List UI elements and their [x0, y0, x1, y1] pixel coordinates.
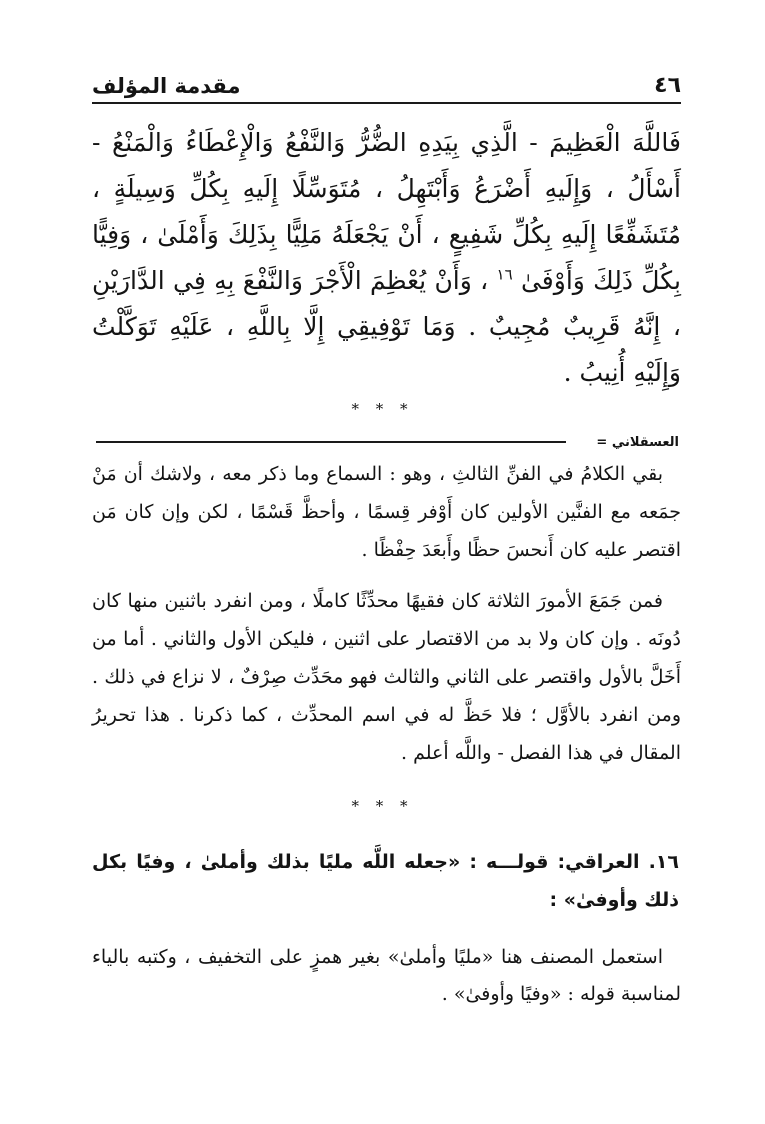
main-text-line-3: إِلَيهِ بِكُلِّ شَفِيعٍ ، أَنْ يَجْعَلَهُ مَلِيًّا بِذَلِكَ وَأَمْلَىٰ ، وَفِيًّا بِكُلِّ ذَلِكَ — [92, 220, 681, 295]
main-text-line-2: أَسْأَلُ ، وَإِلَيهِ أَضْرَعُ وَأَبْتَهِلُ ، مُتَوَسِّلًا إِلَيهِ بِكُلِّ وَسِيلَةٍ ، مُتَشَفِّعًا — [92, 174, 682, 249]
commentary-paragraph-1: بقي الكلامُ في الفنِّ الثالثِ ، وهو : السماع وما ذكر معه ، ولاشك أن مَنْ جمَعه مع الفنَّين الأولين كان أَوْفر قِسمًا ، وأحظَّ قَسْمًا ، لكن وإن كان مَن اقتصر عليه كان أَنحسَ حظًا وأَبعَدَ حِفْظًا . — [92, 463, 681, 561]
main-text-paragraph — [92, 120, 681, 396]
footnote-heading: ١٦. العراقي: قولـــه : «جعله اللَّه مليًا بذلك وأملىٰ ، وفيًا بكل ذلك وأوفىٰ» : — [92, 851, 679, 911]
main-text — [92, 120, 681, 396]
footnote-paragraph: استعمل المصنف هنا «مليًا وأملىٰ» بغير همزٍ على التخفيف ، وكتبه بالياء لمناسبة قوله : «وفيًا وأوفىٰ» . — [92, 946, 681, 1005]
header-rule — [92, 102, 681, 104]
main-text-line-1: فَاللَّهَ الْعَظِيمَ - الَّذِي بِيَدِهِ الضُّرُّ وَالنَّفْعُ وَالْإِعْطَاءُ وَالْمَنْعُ - — [92, 128, 681, 157]
footnote-body — [92, 939, 681, 1013]
commentary-block — [92, 455, 681, 569]
main-text-line-4-end: ، وَأَنْ يُعْظِمَ الْأَجْرَ وَالنَّفْعَ بِهِ فِي الدَّارَيْنِ ، إِنَّهُ قَرِيبٌ — [92, 266, 681, 341]
running-header — [92, 64, 681, 98]
section-separator: * * * — [351, 400, 414, 418]
section-separator: * * * — [351, 797, 414, 815]
commentary-rule-line — [96, 441, 566, 443]
footnote-reference[interactable]: ١٦ — [496, 265, 513, 284]
page-number: ٤٦ — [654, 73, 681, 98]
header-title: مقدمة المؤلف — [92, 74, 241, 98]
main-text-line-4-start: وَأَوْفَىٰ — [520, 266, 585, 295]
commentary-paragraph-2: فمن جَمَعَ الأمورَ الثلاثة كان فقيهًا محدِّثًا كاملًا ، ومن انفرد باثنين منها كان دُونَه . وإن كان ولا بد من الاقتصار على اثنين ، فليكن الأول والثاني . أما من أَخَلَّ بالأول واقتصر على الثاني والثالث فهو محَدِّث صِرْفٌ ، لا نزاع في ذلك . ومن انفرد بالأوَّل ؛ فلا حَظَّ له في اسم المحدِّث ، كما ذكرنا . هذا تحريرُ المقال في هذا الفصل - واللَّه أعلم . — [92, 590, 681, 764]
commentary-block — [92, 582, 681, 772]
commentary-divider — [96, 433, 679, 451]
main-text-line-5: مُجِيبٌ . وَمَا تَوْفِيقِي إِلَّا بِاللَّهِ ، عَلَيْهِ تَوَكَّلْتُ وَإِلَيْهِ أُنِيبُ . — [92, 312, 681, 387]
commentator-label: العسقلاني = — [596, 434, 679, 450]
